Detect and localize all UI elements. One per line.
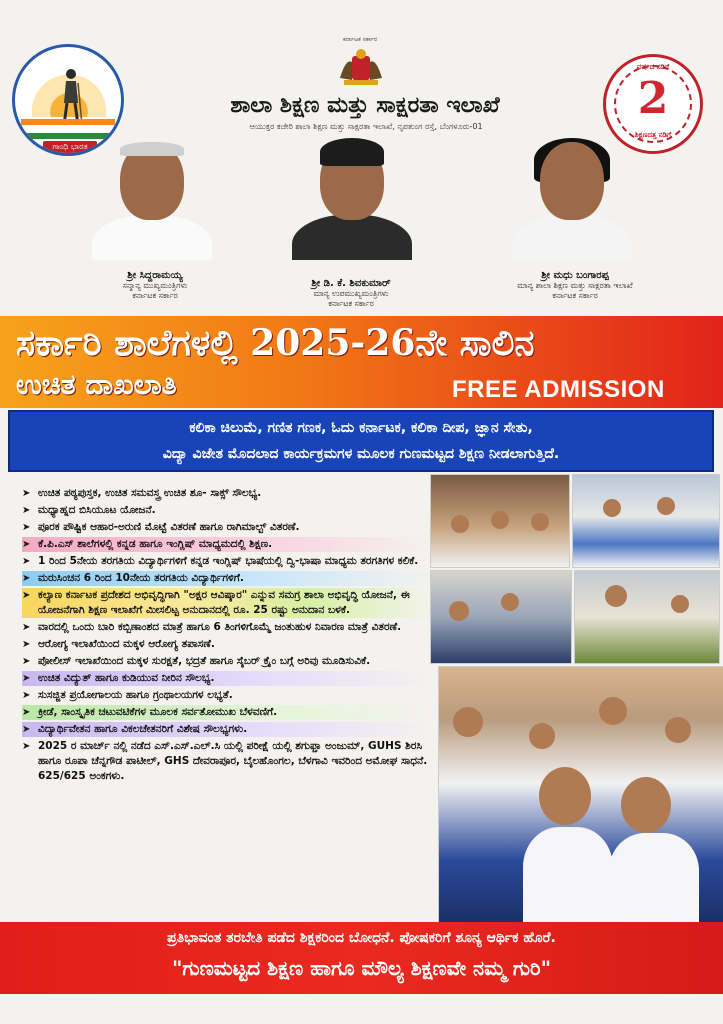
benefit-item bbox=[22, 554, 434, 569]
benefit-item bbox=[22, 520, 434, 535]
student-head bbox=[449, 601, 469, 621]
event-photo bbox=[572, 474, 720, 568]
benefit-text: ಕೆ.ಪಿ.ಎಸ್ ಶಾಲೆಗಳಲ್ಲಿ ಕನ್ನಡ ಹಾಗೂ ಇಂಗ್ಲಿಷ್ ಮಾಧ್ಯಮದಲ್ಲಿ ಶಿಕ್ಷಣ. bbox=[38, 538, 273, 550]
arrow-bullet-icon: ➤ bbox=[22, 556, 31, 567]
leader-role: ಮಾನ್ಯ ಶಾಲಾ ಶಿಕ್ಷಣ ಮತ್ತು ಸಾಕ್ಷರತಾ ಇಲಾಖೆ bbox=[517, 281, 633, 290]
arrow-bullet-icon: ➤ bbox=[22, 741, 31, 752]
benefit-text: ಉಚಿತ ಪಠ್ಯಪುಸ್ತಕ, ಉಚಿತ ಸಮವಸ್ತ್ರ ಉಚಿತ ಶೂ- ಸಾಕ್ಸ್ ಸೌಲಭ್ಯ. bbox=[38, 487, 262, 499]
benefit-text: ಪೋಲೀಸ್ ಇಲಾಖೆಯಿಂದ ಮಕ್ಕಳ ಸುರಕ್ಷತೆ, ಭದ್ರತೆ ಹಾಗೂ ಸೈಬರ್ ಕ್ರೈಂ ಬಗ್ಗೆ ಅರಿವು ಮೂಡಿಸುವಿಕೆ. bbox=[38, 655, 371, 667]
portrait-deputy-chief-minister bbox=[292, 136, 412, 260]
benefit-item bbox=[22, 486, 434, 501]
benefit-text: ಪೂರಕ ಪೌಷ್ಟಿಕ ಆಹಾರ-ಅರುಣಿ ಮೊಟ್ಟೆ ವಿತರಣೆ ಹಾಗೂ ರಾಗಿಮಾಲ್ಟ್ ವಿತರಣೆ. bbox=[38, 521, 300, 533]
minister-head bbox=[605, 585, 627, 607]
computer-lab-photo bbox=[430, 570, 572, 664]
benefit-text: 2025 ರ ಮಾರ್ಚ್ ನಲ್ಲಿ ನಡೆದ ಎಸ್.ಎಸ್.ಎಲ್.ಸಿ ಯಲ್ಲಿ ಪರೀಕ್ಷೆ ಯಲ್ಲಿ ಶಗುಫ್ತಾ ಅಂಜುಮ್, GUHS ಶಿರಸಿ ಹಾಗೂ ರೂಪಾ ಚೆನ್ನಗೌಡ ಪಾಟೀಲ್, GHS ದೇವರಾಪೂರ, ಬೈಲಹೊಂಗಲ, ಬೆಳಗಾವಿ ಇವರಿಂದ ಅಮೋಘ ಸಾಧನೆ. 625/625 ಅಂಕಗಳು. bbox=[38, 740, 428, 782]
benefit-text: ಸುಸಜ್ಜಿತ ಪ್ರಯೋಗಾಲಯ ಹಾಗೂ ಗ್ರಂಥಾಲಯಗಳ ಲಭ್ಯತೆ. bbox=[38, 689, 233, 701]
benefit-text: ಕ್ರೀಡೆ, ಸಾಂಸ್ಕೃತಿಕ ಚಟುವಟಿಕೆಗಳ ಮೂಲಕ ಸರ್ವತೋಮುಖ ಬೆಳವಣಿಗೆ. bbox=[38, 706, 278, 718]
arrow-bullet-icon: ➤ bbox=[22, 505, 31, 516]
department-title: ಶಾಲಾ ಶಿಕ್ಷಣ ಮತ್ತು ಸಾಕ್ಷರತಾ ಇಲಾಖೆ bbox=[230, 92, 500, 118]
saffron-stripe bbox=[21, 119, 115, 125]
benefit-item bbox=[22, 739, 434, 784]
student-face bbox=[539, 767, 591, 825]
leader-caption bbox=[256, 278, 446, 309]
programs-line-1: ಕಲಿಕಾ ಚಿಲುಮೆ, ಗಣಿತ ಗಣಕ, ಓದು ಕರ್ನಾಟಕ, ಕಲಿಕಾ ದೀಪ, ಜ್ಞಾನ ಸೇತು, bbox=[189, 420, 533, 436]
benefit-text: ವಿದ್ಯಾರ್ಥಿವೇತನ ಹಾಗೂ ವಿಕಲಚೇತನರಿಗೆ ವಿಶೇಷ ಸೌಲಭ್ಯಗಳು. bbox=[38, 723, 248, 735]
student-head bbox=[501, 593, 519, 611]
benefit-item bbox=[22, 671, 434, 686]
student-head bbox=[451, 515, 469, 533]
programs-line-2: ವಿದ್ಯಾ ವಿಜೇತ ಮೊದಲಾದ ಕಾರ್ಯಕ್ರಮಗಳ ಮೂಲಕ ಗುಣಮಟ್ಟದ ಶಿಕ್ಷಣ ನೀಡಲಾಗುತ್ತಿದೆ. bbox=[162, 446, 560, 462]
arrow-bullet-icon: ➤ bbox=[22, 539, 31, 550]
student-head bbox=[665, 717, 691, 743]
department-address: ಆಯುಕ್ತರ ಕಚೇರಿ ಶಾಲಾ ಶಿಕ್ಷಣ ಮತ್ತು ಸಾಕ್ಷರತಾ ಇಲಾಖೆ, ನೃಪತುಂಗ ರಸ್ತೆ, ಬೆಂಗಳೂರು-01 bbox=[249, 122, 483, 131]
student-head bbox=[671, 595, 689, 613]
walking-gandhi-icon bbox=[59, 67, 83, 127]
student-face bbox=[621, 777, 671, 833]
bottom-band bbox=[0, 922, 723, 994]
benefit-item bbox=[22, 654, 434, 669]
portrait-face bbox=[540, 142, 604, 220]
leader-govt: ಕರ್ನಾಟಕ ಸರ್ಕಾರ bbox=[328, 299, 374, 308]
arrow-bullet-icon: ➤ bbox=[22, 488, 31, 499]
portrait-education-minister bbox=[512, 136, 632, 260]
leader-role: ಮಾನ್ಯ ಉಪಮುಖ್ಯಮಂತ್ರಿಗಳು bbox=[313, 289, 389, 298]
benefit-text: ಉಚಿತ ವಿದ್ಯುತ್ ಹಾಗೂ ಕುಡಿಯುವ ನೀರಿನ ಸೌಲಭ್ಯ. bbox=[38, 672, 215, 684]
student-head bbox=[657, 497, 675, 515]
leader-name: ಶ್ರೀ ಸಿದ್ದರಾಮಯ್ಯ bbox=[127, 270, 183, 281]
student-head bbox=[491, 511, 509, 529]
programs-band bbox=[8, 410, 714, 472]
leader-govt: ಕರ್ನಾಟಕ ಸರ್ಕಾರ bbox=[132, 291, 178, 300]
benefit-text: ಕಲ್ಯಾಣ ಕರ್ನಾಟಕ ಪ್ರದೇಶದ ಅಭಿವೃದ್ಧಿಗಾಗಿ "ಅಕ್ಷರ ಆವಿಷ್ಕಾರ" ಎನ್ನುವ ಸಮಗ್ರ ಶಾಲಾ ಅಭಿವೃದ್ಧಿ ಯೋಜನೆ, ಈ ಯೋಜನೆಗಾಗಿ ಶಿಕ್ಷಣ ಇಲಾಖೆಗೆ ಮೀಸಲಿಟ್ಟ ಅನುದಾನದಲ್ಲಿ ರೂ. 25 ರಷ್ಟು ಅನುದಾನ ಬಳಕೆ. bbox=[38, 589, 410, 616]
benefit-item bbox=[22, 571, 434, 586]
free-admission-label: FREE ADMISSION bbox=[452, 376, 665, 403]
white-stripe bbox=[21, 126, 115, 132]
motto: "ಗುಣಮಟ್ಟದ ಶಿಕ್ಷಣ ಹಾಗೂ ಮೌಲ್ಯ ಶಿಕ್ಷಣವೇ ನಮ್ಮ ಗುರಿ" bbox=[171, 956, 552, 980]
midday-meal-photo bbox=[574, 570, 720, 664]
student-uniform bbox=[609, 833, 699, 926]
student-head bbox=[453, 707, 483, 737]
arrow-bullet-icon: ➤ bbox=[22, 690, 31, 701]
students-group-photo bbox=[438, 666, 723, 926]
student-head bbox=[531, 513, 549, 531]
admission-banner bbox=[0, 316, 723, 408]
leader-caption bbox=[60, 270, 250, 301]
portrait-hair bbox=[320, 138, 384, 166]
portrait-shirt bbox=[92, 214, 212, 260]
benefit-text: ವಾರದಲ್ಲಿ ಒಂದು ಬಾರಿ ಕಬ್ಬಿಣಾಂಶದ ಮಾತ್ರೆ ಹಾಗೂ 6 ತಿಂಗಳಿಗೊಮ್ಮೆ ಜಂತುಹುಳ ನಿವಾರಣ ಮಾತ್ರೆ ವಿತರಣೆ. bbox=[38, 621, 402, 633]
benefit-text: ಮರುಸಿಂಚನ 6 ರಿಂದ 10ನೇಯ ತರಗತಿಯ ವಿದ್ಯಾರ್ಥಿಗಳಿಗೆ. bbox=[38, 572, 244, 584]
arrow-bullet-icon: ➤ bbox=[22, 573, 31, 584]
leader-caption bbox=[480, 270, 670, 301]
arrow-bullet-icon: ➤ bbox=[22, 522, 31, 533]
banner-subheadline: ಉಚಿತ ದಾಖಲಾತಿ bbox=[16, 368, 177, 401]
benefit-item bbox=[22, 688, 434, 703]
classroom-photo bbox=[430, 474, 570, 568]
arrow-bullet-icon: ➤ bbox=[22, 590, 31, 601]
arrow-bullet-icon: ➤ bbox=[22, 656, 31, 667]
banner-headline: ಸರ್ಕಾರಿ ಶಾಲೆಗಳಲ್ಲಿ 2025-26ನೇ ಸಾಲಿನ bbox=[16, 322, 535, 364]
benefit-item bbox=[22, 588, 434, 618]
logo-top-text: ವರ್ಷದ ನಡಿಗೆ bbox=[636, 63, 670, 71]
student-head bbox=[603, 499, 621, 517]
logo-bottom-text: ಶಿಕ್ಷಣದತ್ತ ನಡಿಗೆ bbox=[634, 131, 672, 139]
student-head bbox=[599, 697, 627, 725]
student-uniform bbox=[523, 827, 613, 926]
emblem-caption: ಕರ್ನಾಟಕ ಸರ್ಕಾರ bbox=[342, 36, 378, 43]
arrow-bullet-icon: ➤ bbox=[22, 639, 31, 650]
leader-role: ಸನ್ಮಾನ್ಯ ಮುಖ್ಯಮಂತ್ರಿಗಳು bbox=[122, 281, 188, 290]
arrow-bullet-icon: ➤ bbox=[22, 724, 31, 735]
portrait-chief-minister bbox=[92, 136, 212, 260]
karnataka-emblem-icon bbox=[336, 48, 386, 88]
benefit-text: ಆರೋಗ್ಯ ಇಲಾಖೆಯಿಂದ ಮಕ್ಕಳ ಆರೋಗ್ಯ ತಪಾಸಣೆ. bbox=[38, 638, 215, 650]
portrait-shirt bbox=[512, 214, 632, 260]
portrait-hair bbox=[120, 142, 184, 156]
bottom-line-1: ಪ್ರತಿಭಾವಂತ ತರಬೇತಿ ಪಡೆದ ಶಿಕ್ಷಕರಿಂದ ಬೋಧನೆ. ಪೋಷಕರಿಗೆ ಶೂನ್ಯ ಆರ್ಥಿಕ ಹೊರೆ. bbox=[167, 930, 556, 946]
student-head bbox=[529, 723, 555, 749]
benefit-item bbox=[22, 637, 434, 652]
benefit-item bbox=[22, 722, 434, 737]
benefit-item bbox=[22, 620, 434, 635]
benefit-item bbox=[22, 537, 434, 552]
arrow-bullet-icon: ➤ bbox=[22, 622, 31, 633]
leader-name: ಶ್ರೀ ಡಿ. ಕೆ. ಶಿವಕುಮಾರ್ bbox=[311, 278, 391, 289]
logo-number: 2 bbox=[637, 73, 669, 124]
leader-name: ಶ್ರೀ ಮಧು ಬಂಗಾರಪ್ಪ bbox=[541, 270, 609, 281]
logo-tag: ಗಾಂಧಿ ಭಾರತ bbox=[43, 141, 97, 153]
arrow-bullet-icon: ➤ bbox=[22, 673, 31, 684]
benefit-item bbox=[22, 705, 434, 720]
leader-govt: ಕರ್ನಾಟಕ ಸರ್ಕಾರ bbox=[552, 291, 598, 300]
portrait-shirt bbox=[292, 214, 412, 260]
benefit-text: 1 ರಿಂದ 5ನೇಯ ತರಗತಿಯ ವಿದ್ಯಾರ್ಥಿಗಳಿಗೆ ಕನ್ನಡ ಇಂಗ್ಲಿಷ್ ಭಾಷೆಯಲ್ಲಿ ದ್ವಿ-ಭಾಷಾ ಮಾಧ್ಯಮ ತರಗತಿಗಳ ಕಲಿಕೆ. bbox=[38, 555, 419, 567]
benefits-list bbox=[22, 486, 434, 786]
arrow-bullet-icon: ➤ bbox=[22, 707, 31, 718]
benefit-text: ಮಧ್ಯಾಹ್ನದ ಬಿಸಿಯೂಟ ಯೋಜನೆ. bbox=[38, 504, 156, 516]
benefit-item bbox=[22, 503, 434, 518]
